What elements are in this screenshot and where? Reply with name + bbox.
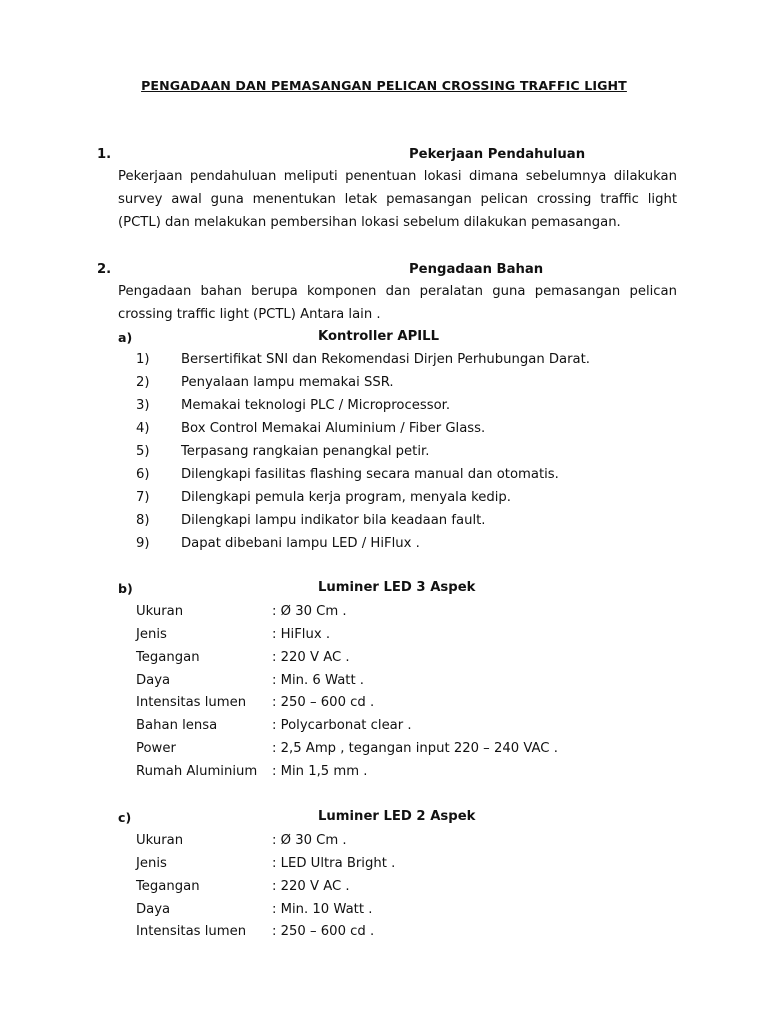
list-item-text: Dilengkapi fasilitas flashing secara manual dan otomatis. xyxy=(181,467,559,482)
spec-label: Daya xyxy=(136,673,171,688)
spec-label: Ukuran xyxy=(136,833,184,848)
list-item-number: 2) xyxy=(136,375,150,390)
subsection-letter: a) xyxy=(118,330,133,345)
list-item-text: Terpasang rangkaian penangkal petir. xyxy=(181,444,430,459)
section-paragraph: Pekerjaan pendahuluan meliputi penentuan lokasi dimana sebelumnya dilakukan survey awal guna menentukan letak pemasangan pelican crossing traffic light (PCTL) dan melakukan pembersihan lokasi sebelum dilakukan pemasangan. xyxy=(118,169,677,230)
list-item-number: 7) xyxy=(136,490,150,505)
subsection-heading: Luminer LED 2 Aspek xyxy=(318,809,476,824)
spec-label: Intensitas lumen xyxy=(136,695,247,710)
section-paragraph: Pengadaan bahan berupa komponen dan peralatan guna pemasangan pelican crossing traffic light (PCTL) Antara lain . xyxy=(118,284,677,322)
list-item-number: 8) xyxy=(136,513,150,528)
spec-value: : Polycarbonat clear . xyxy=(272,718,412,733)
spec-label: Bahan lensa xyxy=(136,718,218,733)
spec-value: : HiFlux . xyxy=(272,627,331,642)
list-item-number: 1) xyxy=(136,352,150,367)
spec-value: : Min 1,5 mm . xyxy=(272,764,368,779)
list-item-number: 5) xyxy=(136,444,150,459)
section-heading: Pengadaan Bahan xyxy=(409,262,544,277)
section-heading: Pekerjaan Pendahuluan xyxy=(409,147,586,162)
spec-value: : Ø 30 Cm . xyxy=(272,833,347,848)
spec-label: Ukuran xyxy=(136,604,184,619)
list-item-number: 9) xyxy=(136,536,150,551)
list-item-text: Penyalaan lampu memakai SSR. xyxy=(181,375,394,390)
section-number: 1. xyxy=(97,147,112,162)
subsection-letter: c) xyxy=(118,810,132,825)
spec-value: : 2,5 Amp , tegangan input 220 – 240 VAC . xyxy=(272,741,558,756)
spec-label: Intensitas lumen xyxy=(136,924,247,939)
list-item-text: Dilengkapi pemula kerja program, menyala kedip. xyxy=(181,490,511,505)
spec-value: : 250 – 600 cd . xyxy=(272,695,375,710)
list-item-number: 3) xyxy=(136,398,150,413)
spec-label: Jenis xyxy=(136,627,167,642)
spec-value: : 250 – 600 cd . xyxy=(272,924,375,939)
list-item-text: Box Control Memakai Aluminium / Fiber Glass. xyxy=(181,421,486,436)
list-item-text: Bersertifikat SNI dan Rekomendasi Dirjen Perhubungan Darat. xyxy=(181,352,590,367)
spec-label: Daya xyxy=(136,902,171,917)
spec-label: Tegangan xyxy=(136,650,200,665)
spec-value: : Min. 10 Watt . xyxy=(272,902,373,917)
section-number: 2. xyxy=(97,262,112,277)
spec-value: : 220 V AC . xyxy=(272,650,350,665)
list-item-text: Memakai teknologi PLC / Microprocessor. xyxy=(181,398,451,413)
spec-value: : Ø 30 Cm . xyxy=(272,604,347,619)
spec-value: : LED Ultra Bright . xyxy=(272,856,396,871)
spec-label: Rumah Aluminium xyxy=(136,764,258,779)
subsection-letter: b) xyxy=(118,581,133,596)
list-item-number: 6) xyxy=(136,467,150,482)
spec-label: Jenis xyxy=(136,856,167,871)
spec-value: : Min. 6 Watt . xyxy=(272,673,365,688)
list-item-number: 4) xyxy=(136,421,150,436)
document-title: PENGADAAN DAN PEMASANGAN PELICAN CROSSING TRAFFIC LIGHT xyxy=(141,78,627,93)
spec-value: : 220 V AC . xyxy=(272,879,350,894)
spec-label: Tegangan xyxy=(136,879,200,894)
list-item-text: Dapat dibebani lampu LED / HiFlux . xyxy=(181,536,420,551)
spec-label: Power xyxy=(136,741,176,756)
subsection-heading: Kontroller APILL xyxy=(318,329,439,344)
subsection-heading: Luminer LED 3 Aspek xyxy=(318,580,476,595)
list-item-text: Dilengkapi lampu indikator bila keadaan fault. xyxy=(181,513,486,528)
